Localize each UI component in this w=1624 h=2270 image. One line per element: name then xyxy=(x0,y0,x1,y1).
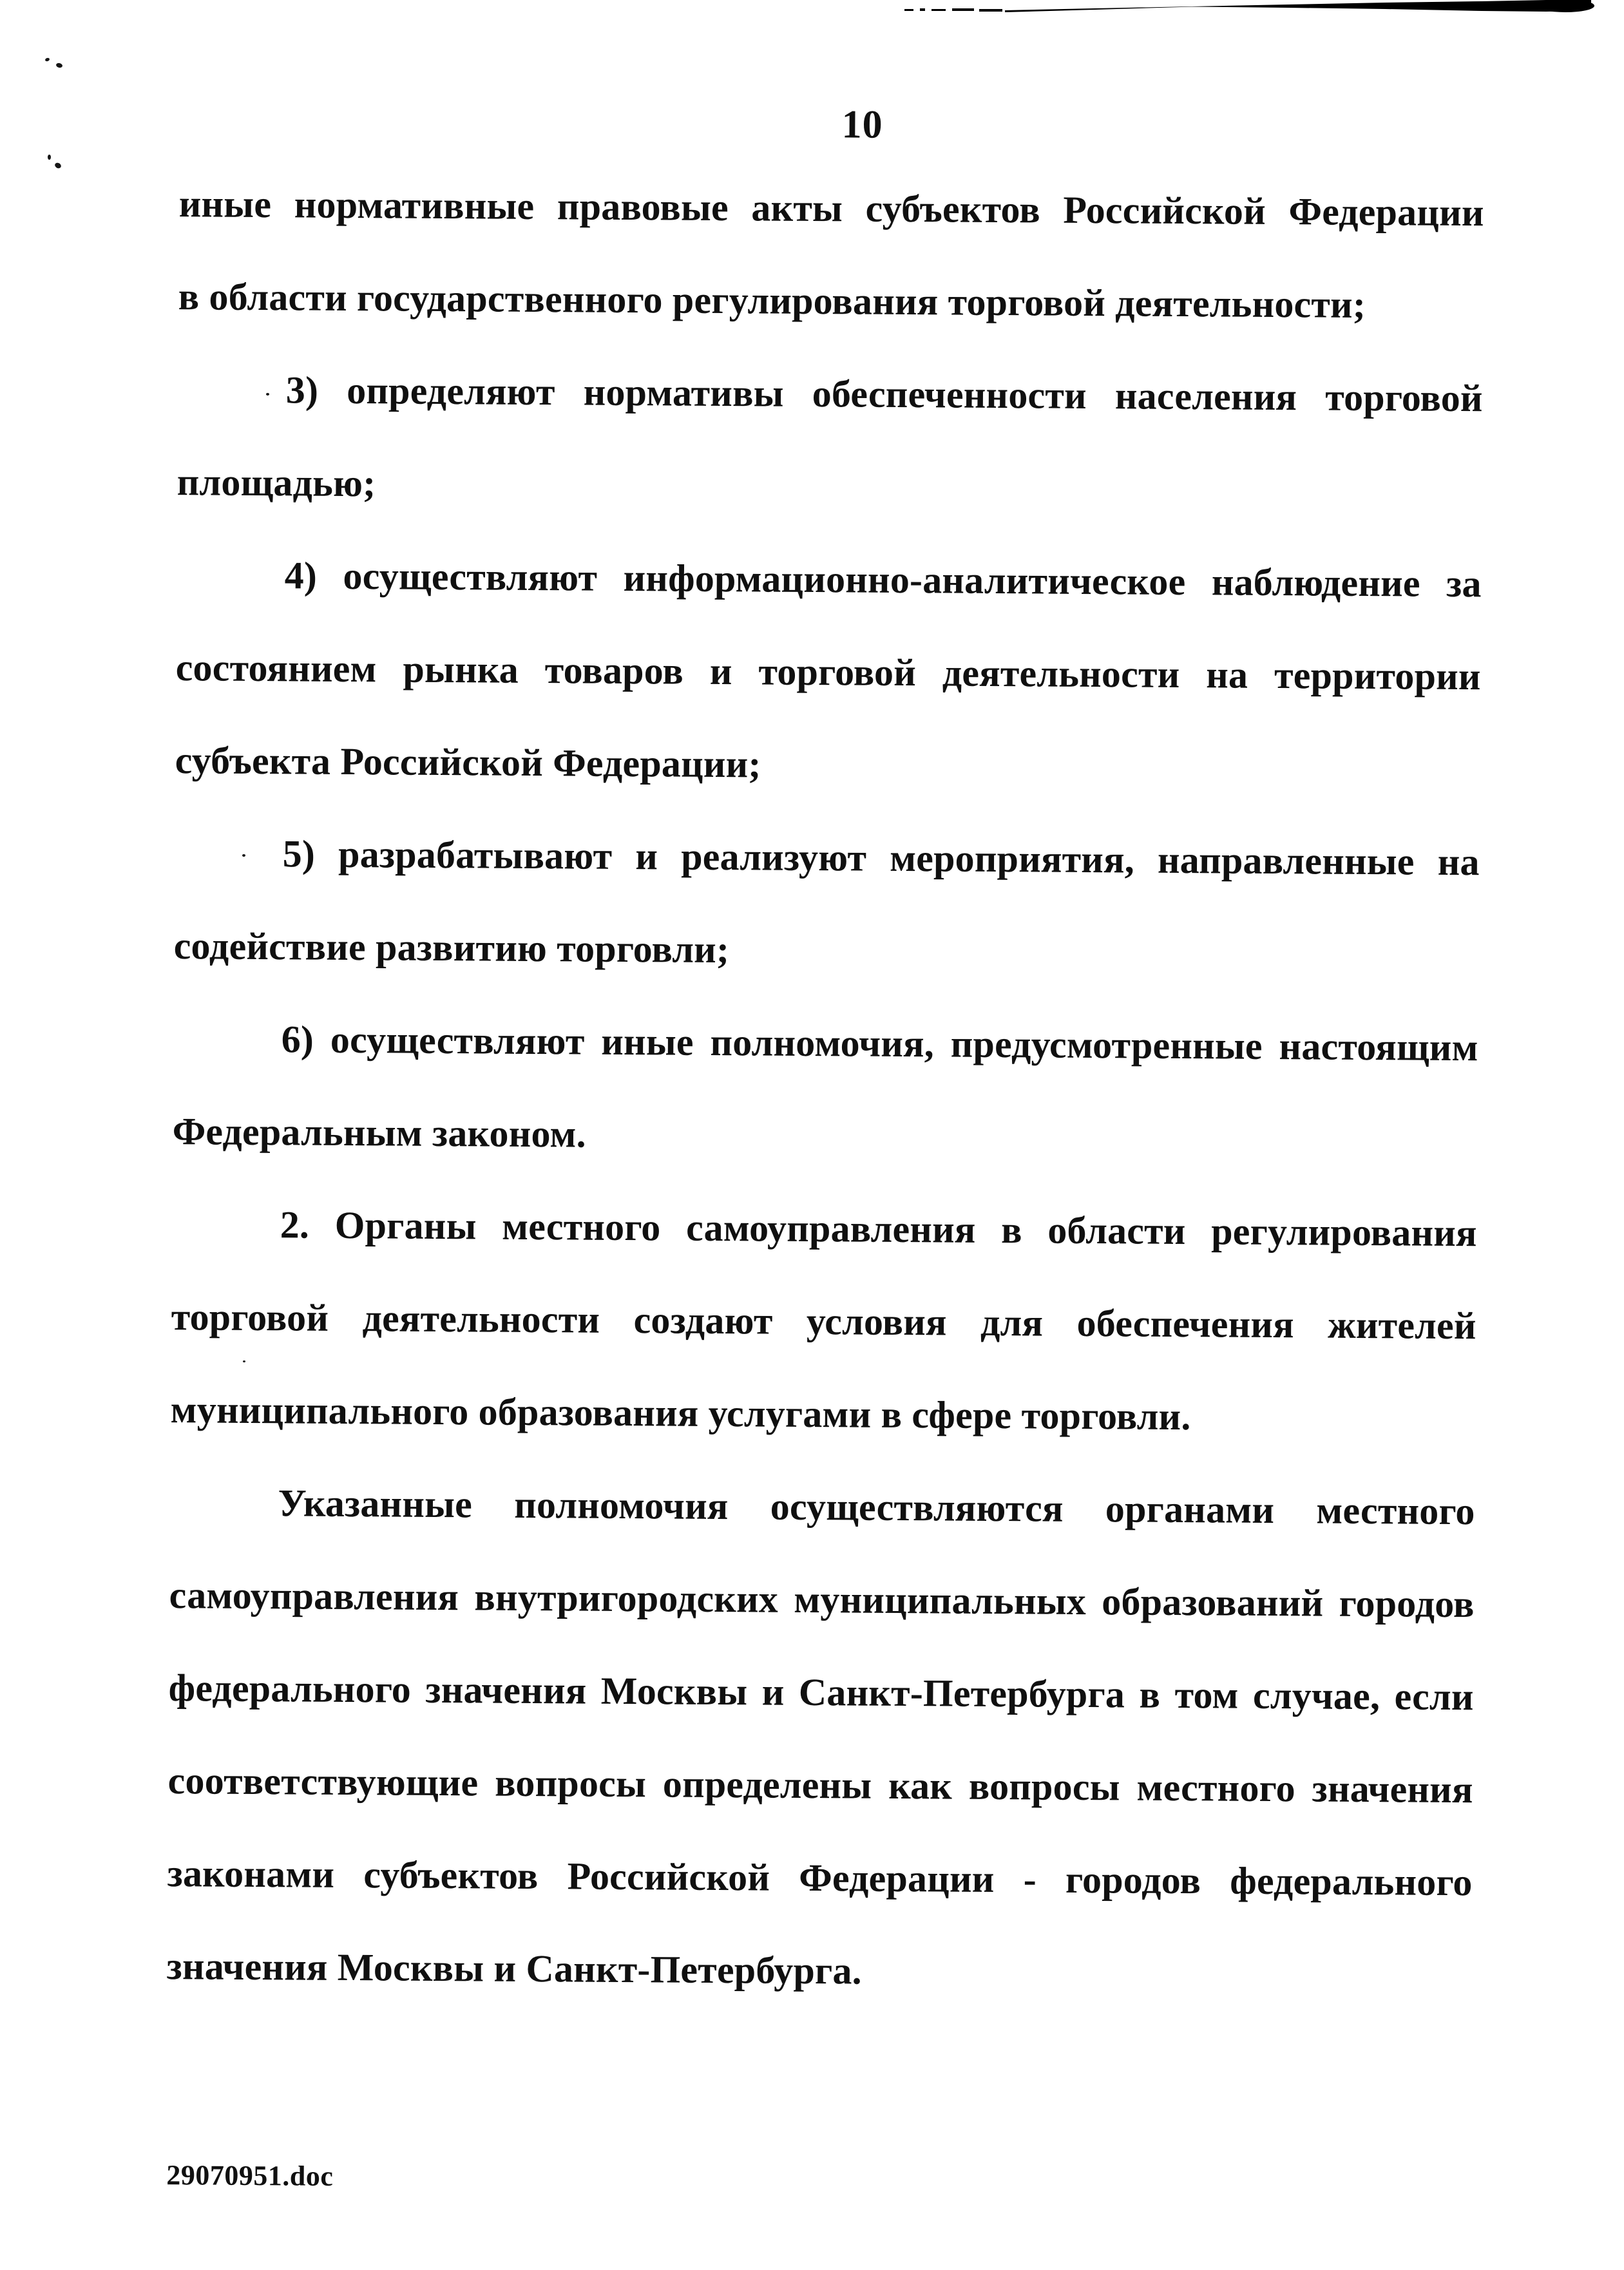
text-line: в области государственного регулирования торговой деятельности; xyxy=(178,275,1366,327)
text-line: площадью; xyxy=(177,461,376,505)
text-line: самоуправления внутригородских муниципальных образований городов xyxy=(169,1574,1475,1626)
page-number: 10 xyxy=(841,102,883,147)
text-line: Указанные полномочия осуществляются органами местного xyxy=(278,1482,1475,1533)
text-line: состоянием рынка товаров и торговой деятельности на территории xyxy=(175,646,1481,698)
text-line: соответствующие вопросы определены как вопросы местного значения xyxy=(167,1759,1473,1811)
text-line: 6) осуществляют иные полномочия, предусмотренные настоящим xyxy=(281,1018,1478,1069)
text-line: 2. Органы местного самоуправления в области регулирования xyxy=(280,1203,1477,1255)
text-line: 4) осуществляют информационно-аналитическое наблюдение за xyxy=(284,554,1482,606)
text-line: иные нормативные правовые акты субъектов Российской Федерации xyxy=(178,182,1484,234)
text-line: федерального значения Москвы и Санкт-Петербурга в том случае, если xyxy=(168,1666,1474,1719)
text-line: муниципального образования услугами в сфере торговли. xyxy=(170,1388,1191,1438)
text-line: значения Москвы и Санкт-Петербурга. xyxy=(166,1945,863,1992)
text-line: торговой деятельности создают условия для обеспечения жителей xyxy=(171,1295,1476,1348)
document-text xyxy=(166,157,1484,2021)
footer-filename: 29070951.doc xyxy=(166,2159,334,2192)
text-line: Федеральным законом. xyxy=(172,1110,587,1156)
text-line: содействие развитию торговли; xyxy=(173,924,730,971)
text-line: 5) разрабатывают и реализуют мероприятия, направленные на xyxy=(282,832,1480,884)
text-line: субъекта Российской Федерации; xyxy=(175,739,761,786)
text-line: законами субъектов Российской Федерации - городов федерального xyxy=(167,1852,1473,1904)
text-line: 3) определяют нормативы обеспеченности населения торговой xyxy=(285,368,1483,420)
